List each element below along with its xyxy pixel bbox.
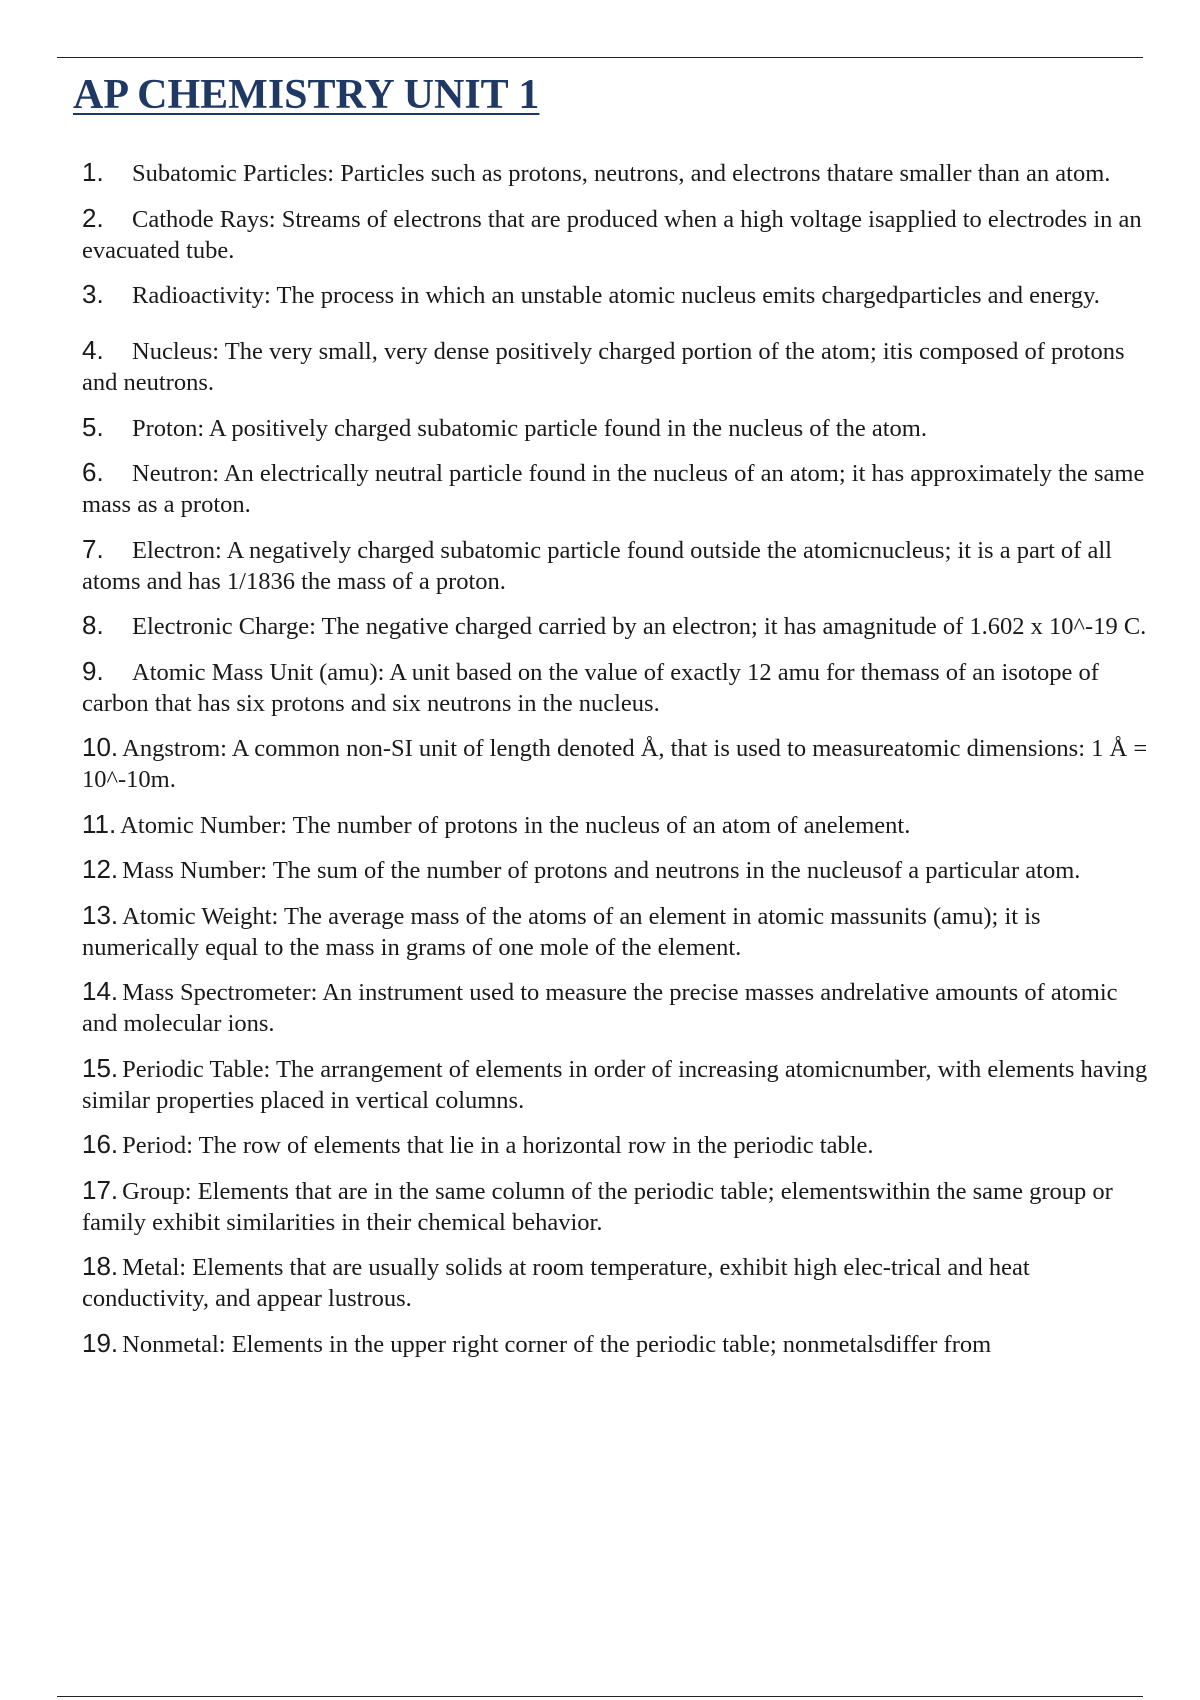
glossary-item (82, 457, 1152, 520)
item-number: 17. (82, 1174, 119, 1205)
item-number: 4. (82, 335, 104, 365)
glossary-item (82, 157, 1152, 189)
item-text: Atomic Mass Unit (amu): A unit based on the value of exactly 12 amu for themass of an isotope of carbon that has six protons and six neutrons in the nucleus. (82, 658, 1099, 717)
item-text: Angstrom: A common non-SI unit of length denoted Å, that is used to measureatomic dimensions: 1 Å = 10^-10m. (82, 735, 1148, 793)
glossary-item (82, 1251, 1152, 1314)
item-number: 7. (82, 533, 104, 564)
glossary-list (82, 157, 1152, 1373)
top-divider (57, 57, 1143, 58)
item-number: 15. (82, 1052, 119, 1083)
glossary-item (82, 732, 1152, 795)
item-number: 19. (82, 1327, 119, 1358)
item-number: 12. (82, 854, 119, 884)
item-number: 2. (82, 202, 104, 233)
glossary-item (82, 1175, 1152, 1238)
item-number: 16. (82, 1129, 119, 1159)
bottom-divider (57, 1696, 1143, 1697)
item-text: Electron: A negatively charged subatomic particle found outside the atomicnucleus; it is a part of all atoms and has 1/1836 the mass of a proton. (82, 536, 1112, 595)
glossary-item (82, 976, 1152, 1039)
item-number: 14. (82, 976, 119, 1006)
glossary-item (82, 203, 1152, 266)
item-text: Subatomic Particles: Particles such as protons, neutrons, and electrons thatare smaller than an atom. (132, 160, 1111, 187)
glossary-item (82, 1328, 1152, 1360)
glossary-item (82, 809, 1152, 841)
item-text: Mass Number: The sum of the number of protons and neutrons in the nucleusof a particular atom. (122, 857, 1081, 884)
item-text: Periodic Table: The arrangement of elements in order of increasing atomicnumber, with elements having similar properties placed in vertical columns. (82, 1055, 1148, 1114)
item-number: 6. (82, 457, 104, 487)
glossary-item (82, 900, 1152, 963)
glossary-item (82, 610, 1152, 642)
item-number: 13. (82, 899, 119, 930)
item-text: Neutron: An electrically neutral particle found in the nucleus of an atom; it has approximately the same mass as a proton. (82, 460, 1145, 518)
item-text: Proton: A positively charged subatomic particle found in the nucleus of the atom. (132, 414, 927, 442)
item-text: Electronic Charge: The negative charged carried by an electron; it has amagnitude of 1.602 x 10^-19 C. (132, 613, 1147, 640)
item-text: Metal: Elements that are usually solids at room temperature, exhibit high elec-trical and heat conductivity, and appear lustrous. (82, 1254, 1030, 1312)
item-number: 8. (82, 610, 104, 640)
item-text: Atomic Number: The number of protons in the nucleus of an atom of anelement. (120, 811, 911, 839)
glossary-item (82, 1053, 1152, 1116)
glossary-item (82, 412, 1152, 444)
item-text: Mass Spectrometer: An instrument used to measure the precise masses andrelative amounts of atomic and molecular ions. (82, 979, 1118, 1037)
glossary-item (82, 279, 1152, 311)
item-text: Nonmetal: Elements in the upper right corner of the periodic table; nonmetalsdiffer from (122, 1330, 992, 1358)
document-title: AP CHEMISTRY UNIT 1 (73, 72, 540, 118)
item-number: 1. (82, 157, 104, 187)
glossary-item (82, 1129, 1152, 1161)
item-text: Radioactivity: The process in which an unstable atomic nucleus emits chargedparticles and energy. (132, 282, 1100, 309)
item-number: 18. (82, 1251, 119, 1281)
item-text: Nucleus: The very small, very dense positively charged portion of the atom; itis composed of protons and neutrons. (82, 338, 1125, 396)
item-number: 11. (82, 808, 117, 839)
item-text: Period: The row of elements that lie in a horizontal row in the periodic table. (122, 1132, 874, 1159)
item-text: Atomic Weight: The average mass of the atoms of an element in atomic massunits (amu); it is numerically equal to the mass in grams of one mole of the element. (82, 902, 1041, 961)
item-number: 9. (82, 655, 104, 686)
item-text: Cathode Rays: Streams of electrons that are produced when a high voltage isapplied to electrodes in an evacuated tube. (82, 205, 1142, 264)
item-number: 3. (82, 279, 104, 309)
item-text: Group: Elements that are in the same column of the periodic table; elementswithin the same group or family exhibit similarities in their chemical behavior. (82, 1177, 1113, 1236)
glossary-item (82, 854, 1152, 886)
item-number: 5. (82, 411, 104, 442)
glossary-item (82, 335, 1152, 398)
glossary-item (82, 656, 1152, 719)
glossary-item (82, 534, 1152, 597)
item-number: 10. (82, 732, 119, 762)
